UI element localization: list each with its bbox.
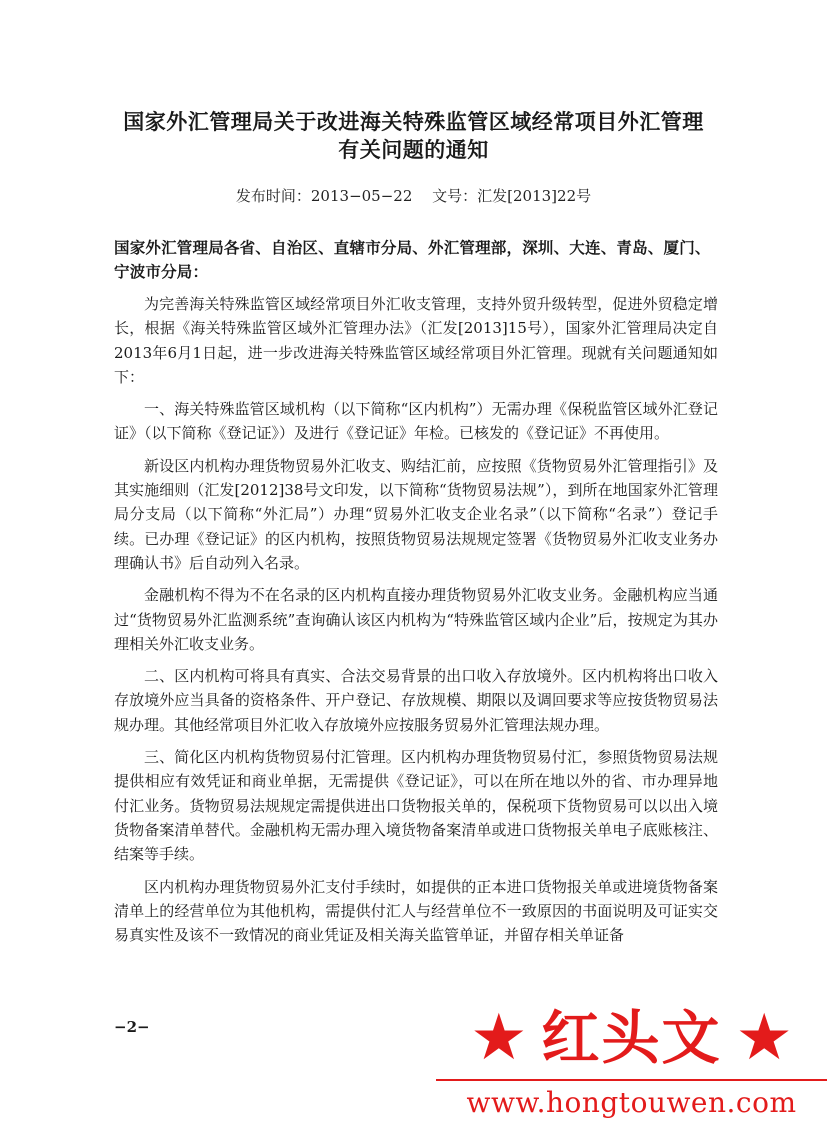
watermark-divider <box>436 1079 827 1081</box>
title-line-2: 有关问题的通知 <box>338 138 489 162</box>
paragraph: 金融机构不得为不在名录的区内机构直接办理货物贸易外汇收支业务。金融机构应当通过“货物贸易外汇监测系统”查询确认该区内机构为“特殊监管区域内企业”后，按规定为其办理相关外汇收支业务。 <box>114 586 718 653</box>
watermark <box>436 1003 827 1123</box>
document-body <box>114 292 718 955</box>
star-icon: ★ <box>735 1001 793 1075</box>
watermark-banner <box>436 1003 827 1073</box>
paragraph: 新设区内机构办理货物贸易外汇收支、购结汇前，应按照《货物贸易外汇管理指引》及其实施细则（汇发[2012]38号文印发，以下简称“货物贸易法规”），到所在地国家外汇管理局分支局（以下简称“外汇局”）办理“贸易外汇收支企业名录”（以下简称“名录”）登记手续。已办理《登记证》的区内机构，按照货物贸易法规规定签署《货物贸易外汇收支业务办理确认书》后自动列入名录。 <box>114 456 718 572</box>
watermark-url: www.hongtouwen.com <box>466 1086 797 1119</box>
addressee: 国家外汇管理局各省、自治区、直辖市分局、外汇管理部，深圳、大连、青岛、厦门、宁波市分局： <box>114 239 711 281</box>
publish-meta: 发布时间：2013−05−22 文号：汇发[2013]22号 <box>235 187 592 205</box>
page-number: −2− <box>114 1018 150 1036</box>
watermark-text: 红头文 <box>541 1004 722 1072</box>
paragraph: 三、简化区内机构货物贸易付汇管理。区内机构办理货物贸易付汇，参照货物贸易法规提供相应有效凭证和商业单据，无需提供《登记证》，可以在所在地以外的省、市办理异地付汇业务。货物贸易法规规定需提供进出口货物报关单的，保税项下货物贸易可以以出入境货物备案清单替代。金融机构无需办理入境货物备案清单或进口货物报关单电子底账核注、结案等手续。 <box>114 748 718 864</box>
paragraph: 区内机构办理货物贸易外汇支付手续时，如提供的正本进口货物报关单或进境货物备案清单上的经营单位为其他机构，需提供付汇人与经营单位不一致原因的书面说明及可证实交易真实性及该不一致情况的商业凭证及相关海关监管单证，并留存相关单证备 <box>114 877 718 945</box>
document-title <box>90 108 737 164</box>
paragraph: 二、区内机构可将具有真实、合法交易背景的出口收入存放境外。区内机构将出口收入存放境外应当具备的资格条件、开户登记、存放规模、期限以及调回要求等应按货物贸易法规办理。其他经常项目外汇收入存放境外应按服务贸易外汇管理法规办理。 <box>114 667 718 734</box>
paragraph: 一、海关特殊监管区域机构（以下简称“区内机构”）无需办理《保税监管区域外汇登记证》（以下简称《登记证》）及进行《登记证》年检。已核发的《登记证》不再使用。 <box>114 400 718 443</box>
paragraph: 为完善海关特殊监管区域经常项目外汇收支管理，支持外贸升级转型，促进外贸稳定增长，根据《海关特殊监管区域外汇管理办法》（汇发[2013]15号），国家外汇管理局决定自2013年6月1日起，进一步改进海关特殊监管区域经常项目外汇管理。现就有关问题通知如下： <box>114 295 718 386</box>
star-icon: ★ <box>470 1001 528 1075</box>
title-line-1: 国家外汇管理局关于改进海关特殊监管区域经常项目外汇管理 <box>123 110 704 134</box>
